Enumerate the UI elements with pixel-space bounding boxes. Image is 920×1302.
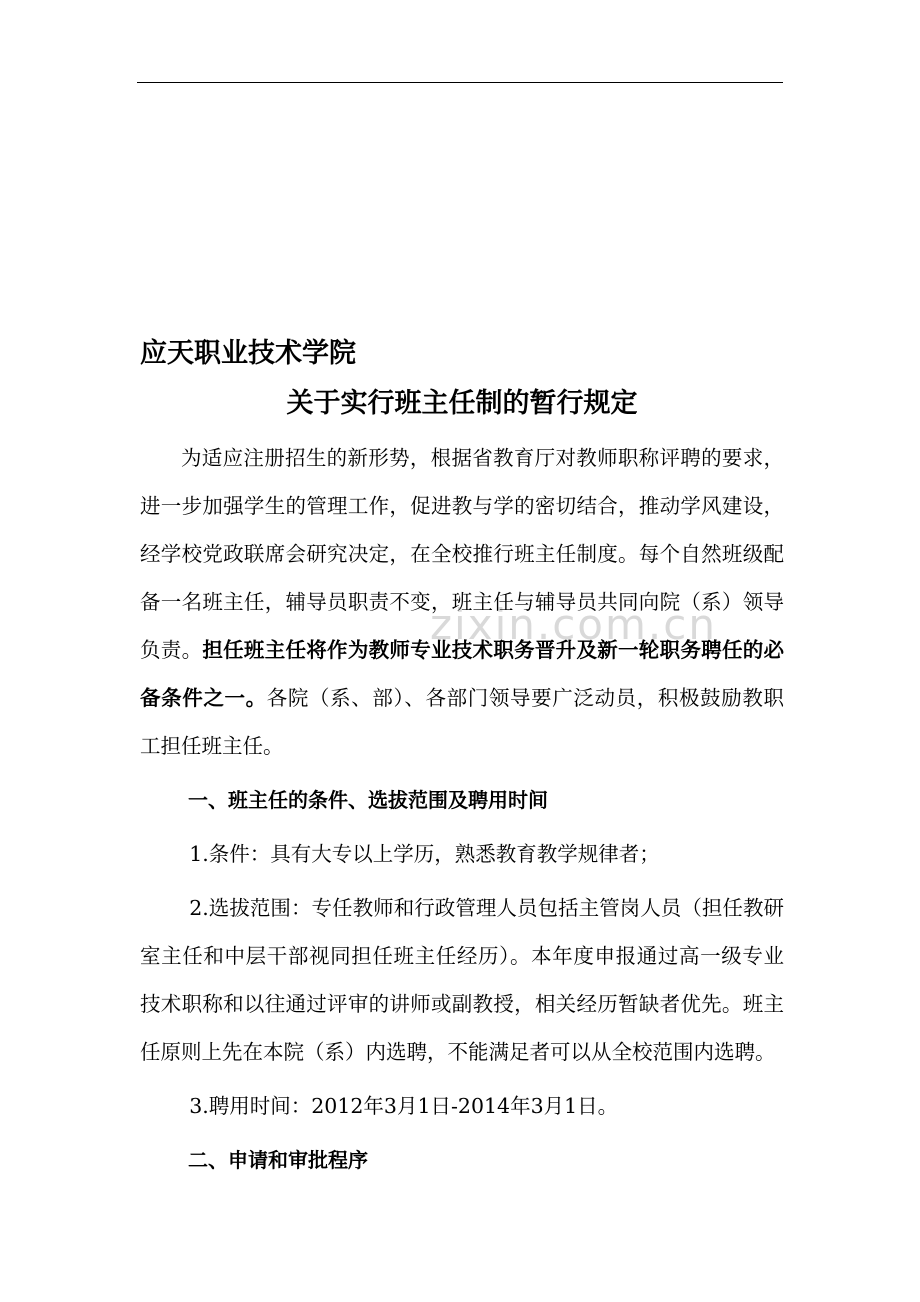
section-1-item-term: 3.聘用时间：2012年3月1日-2014年3月1日。 (189, 1094, 619, 1118)
document-body (140, 330, 784, 1184)
section-2-heading: 二、申请和审批程序 (188, 1148, 368, 1172)
watermark: zixin.com.cn (430, 600, 717, 649)
section-1-item-conditions: 1.条件：具有大专以上学历，熟悉教育教学规律者； (189, 842, 660, 866)
intro-text-1: 为适应注册招生的新形势，根据省教育厅对教师职称评聘的要求，进一步加强学生的管理工作，促进教与学的密切结合，推动学风建设，经学校党政联席会研究决定，在全校推行班主任制度。每个自然班级配备一名班主任，辅导员职责不变，班主任与辅导员共同向院（系）领导负责。 (140, 446, 784, 662)
intro-text-2: 各院（系、部）、各部门领导要广泛动员，积极鼓励教职工担任班主任。 (140, 686, 784, 758)
intro-paragraph (140, 434, 784, 770)
header-rule (137, 82, 783, 83)
school-name: 应天职业技术学院 (140, 338, 356, 369)
intro-bold-text: 担任班主任将作为教师专业技术职务晋升及新一轮职务聘任的必备条件之一。 (140, 638, 785, 710)
section-1-item-scope: 2.选拔范围：专任教师和行政管理人员包括主管岗人员（担任教研室主任和中层干部视同担任班主任经历）。本年度申报通过高一级专业技术职称和以往通过评审的讲师或副教授，相关经历暂缺者优先。班主任原则上先在本院（系）内选聘，不能满足者可以从全校范围内选聘。 (140, 896, 784, 1064)
section-1-heading: 一、班主任的条件、选拔范围及聘用时间 (188, 788, 548, 812)
document-title: 关于实行班主任制的暂行规定 (286, 388, 638, 419)
